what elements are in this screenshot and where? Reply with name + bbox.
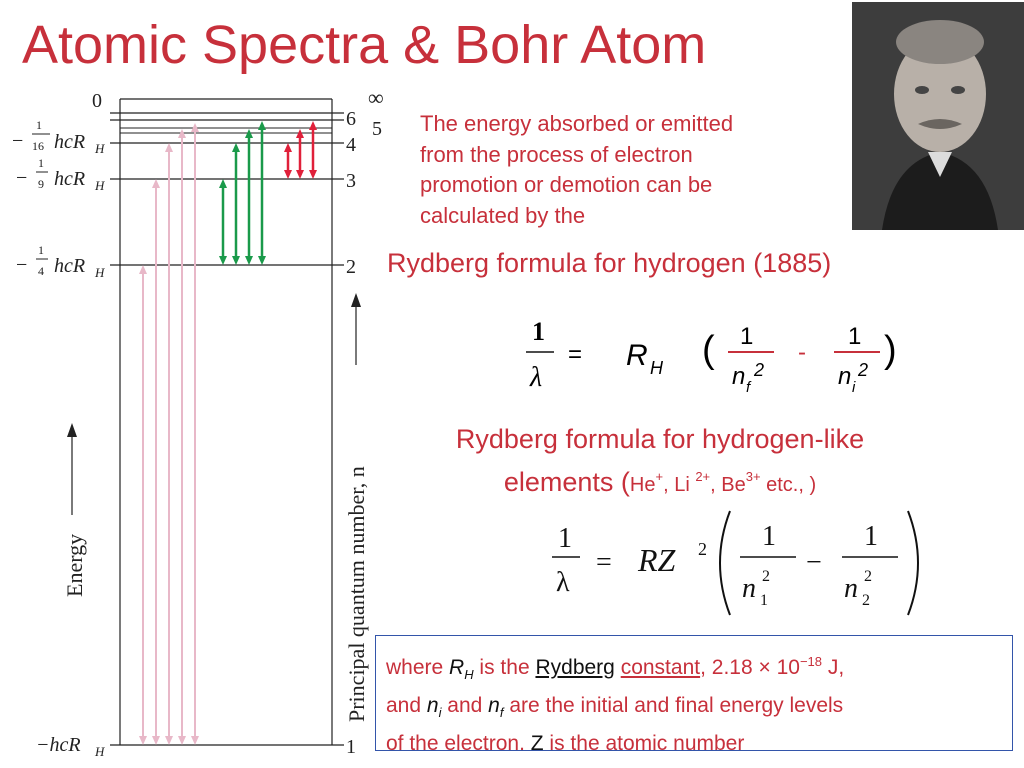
- svg-text:1: 1: [864, 521, 878, 552]
- intro-line: from the process of electron: [420, 141, 693, 167]
- rydberg-link[interactable]: Rydberg: [535, 656, 615, 679]
- energy-axis-arrow-icon: [67, 423, 77, 437]
- svg-text:n: n: [742, 573, 756, 604]
- svg-text:1: 1: [36, 118, 42, 132]
- rydberg-formula-hydrogen: [510, 310, 910, 405]
- svg-text:2: 2: [754, 360, 765, 380]
- portrait-image: [852, 2, 1024, 230]
- heading-line-2: elements (He+, Li $^{2+}$, $Be^{3+}$ etc., ): [503, 467, 817, 497]
- svg-text:n: n: [844, 573, 858, 604]
- lyman-transition-arrow: [178, 129, 186, 745]
- svg-text:1: 1: [38, 156, 44, 170]
- lyman-transition-arrow: [191, 123, 199, 745]
- svg-text:1: 1: [848, 323, 862, 350]
- svg-text:R: R: [626, 339, 648, 372]
- svg-text:λ: λ: [556, 567, 570, 598]
- svg-text:1: 1: [38, 243, 44, 257]
- svg-text:H: H: [95, 265, 105, 280]
- svg-text:2: 2: [862, 592, 870, 609]
- energy-axis: [62, 423, 87, 597]
- paschen-transition-arrow: [296, 129, 304, 179]
- definition-line-2: and $n_i$ and $n_f$ are the initial and final energy levels: [386, 694, 844, 721]
- svg-text:=: =: [596, 547, 612, 578]
- svg-text:−: −: [16, 254, 28, 276]
- svg-text:2: 2: [864, 568, 872, 585]
- transition-arrows: [139, 121, 317, 745]
- n-axis-arrow-icon: [351, 293, 361, 307]
- svg-text:H: H: [650, 358, 663, 378]
- page-title: Atomic Spectra & Bohr Atom: [22, 15, 707, 75]
- svg-text:n: n: [838, 363, 852, 390]
- constant-link[interactable]: constant: [620, 656, 701, 679]
- quantum-number-label: ∞: [368, 85, 384, 110]
- svg-text:H: H: [95, 178, 105, 193]
- level-3-energy-label: [16, 156, 105, 193]
- svg-text:1: 1: [760, 592, 768, 609]
- n-axis: [344, 293, 369, 722]
- svg-text:-: -: [798, 339, 806, 366]
- svg-text:−: −: [806, 547, 822, 578]
- svg-text:(: (: [702, 329, 715, 371]
- quantum-number-label: 5: [372, 118, 382, 140]
- lyman-transition-arrow: [152, 179, 160, 745]
- level-4-energy-label: [12, 118, 105, 156]
- svg-text:−: −: [16, 167, 28, 189]
- svg-text:i: i: [852, 379, 856, 396]
- balmer-transition-arrow: [245, 129, 253, 265]
- svg-text:16: 16: [32, 139, 44, 153]
- quantum-number-label: 3: [346, 170, 356, 192]
- svg-text:hcR: hcR: [54, 168, 86, 190]
- svg-text:1: 1: [532, 317, 545, 346]
- svg-text:2: 2: [762, 568, 770, 585]
- lyman-transition-arrow: [139, 265, 147, 745]
- rydberg-formula-hydrogen-like: [540, 505, 940, 620]
- portrait-photo: [852, 2, 1024, 230]
- svg-text:hcR: hcR: [54, 255, 86, 277]
- balmer-transition-arrow: [219, 179, 227, 265]
- svg-text:2: 2: [698, 539, 707, 559]
- level-1-energy-label: [36, 734, 105, 759]
- svg-text:H: H: [95, 744, 105, 759]
- intro-line: calculated by the: [420, 202, 586, 228]
- n-axis-label: Principal quantum number, n: [344, 466, 369, 722]
- quantum-number-label: 1: [346, 736, 356, 758]
- svg-text:1: 1: [740, 323, 754, 350]
- quantum-number-label: 4: [346, 134, 356, 156]
- definition-box: [375, 635, 1013, 756]
- energy-axis-label: Energy: [62, 533, 87, 597]
- energy-levels: [110, 99, 344, 745]
- paschen-transition-arrow: [284, 143, 292, 179]
- svg-text:9: 9: [38, 177, 44, 191]
- svg-text:−: −: [12, 130, 24, 152]
- balmer-transition-arrow: [232, 143, 240, 265]
- definition-line-1: where $R_H$ is the Rydberg constant, $2.18 \times 10^{-18}$ J,: [386, 654, 845, 683]
- svg-text:hcR: hcR: [54, 131, 86, 153]
- svg-text:1: 1: [558, 523, 572, 554]
- paschen-transition-arrow: [309, 121, 317, 179]
- svg-text:λ: λ: [530, 362, 543, 393]
- lyman-transition-arrow: [165, 143, 173, 745]
- svg-text:): ): [884, 329, 897, 371]
- svg-text:=: =: [568, 341, 583, 368]
- svg-text:2: 2: [858, 360, 869, 380]
- svg-text:1: 1: [762, 521, 776, 552]
- svg-text:f: f: [746, 379, 751, 396]
- heading-line-1: Rydberg formula for hydrogen-like: [455, 424, 865, 454]
- rydberg-hydrogen-like-heading: [380, 420, 940, 504]
- intro-line: The energy absorbed or emitted: [420, 111, 734, 136]
- energy-level-diagram: [0, 85, 400, 768]
- rydberg-hydrogen-heading: Rydberg formula for hydrogen (1885): [387, 248, 832, 278]
- quantum-number-label: 6: [346, 108, 356, 130]
- definition-line-3: of the electron. Z is the atomic number: [386, 732, 745, 756]
- svg-text:n: n: [732, 363, 746, 390]
- svg-text:−hcR: −hcR: [36, 734, 81, 756]
- intro-line: promotion or demotion can be: [420, 172, 713, 197]
- svg-text:4: 4: [38, 264, 44, 278]
- level-zero-label: 0: [92, 90, 102, 112]
- svg-text:H: H: [95, 141, 105, 156]
- svg-text:RZ: RZ: [638, 542, 676, 578]
- intro-paragraph: [420, 109, 840, 231]
- quantum-number-label: 2: [346, 256, 356, 278]
- level-2-energy-label: [16, 243, 105, 280]
